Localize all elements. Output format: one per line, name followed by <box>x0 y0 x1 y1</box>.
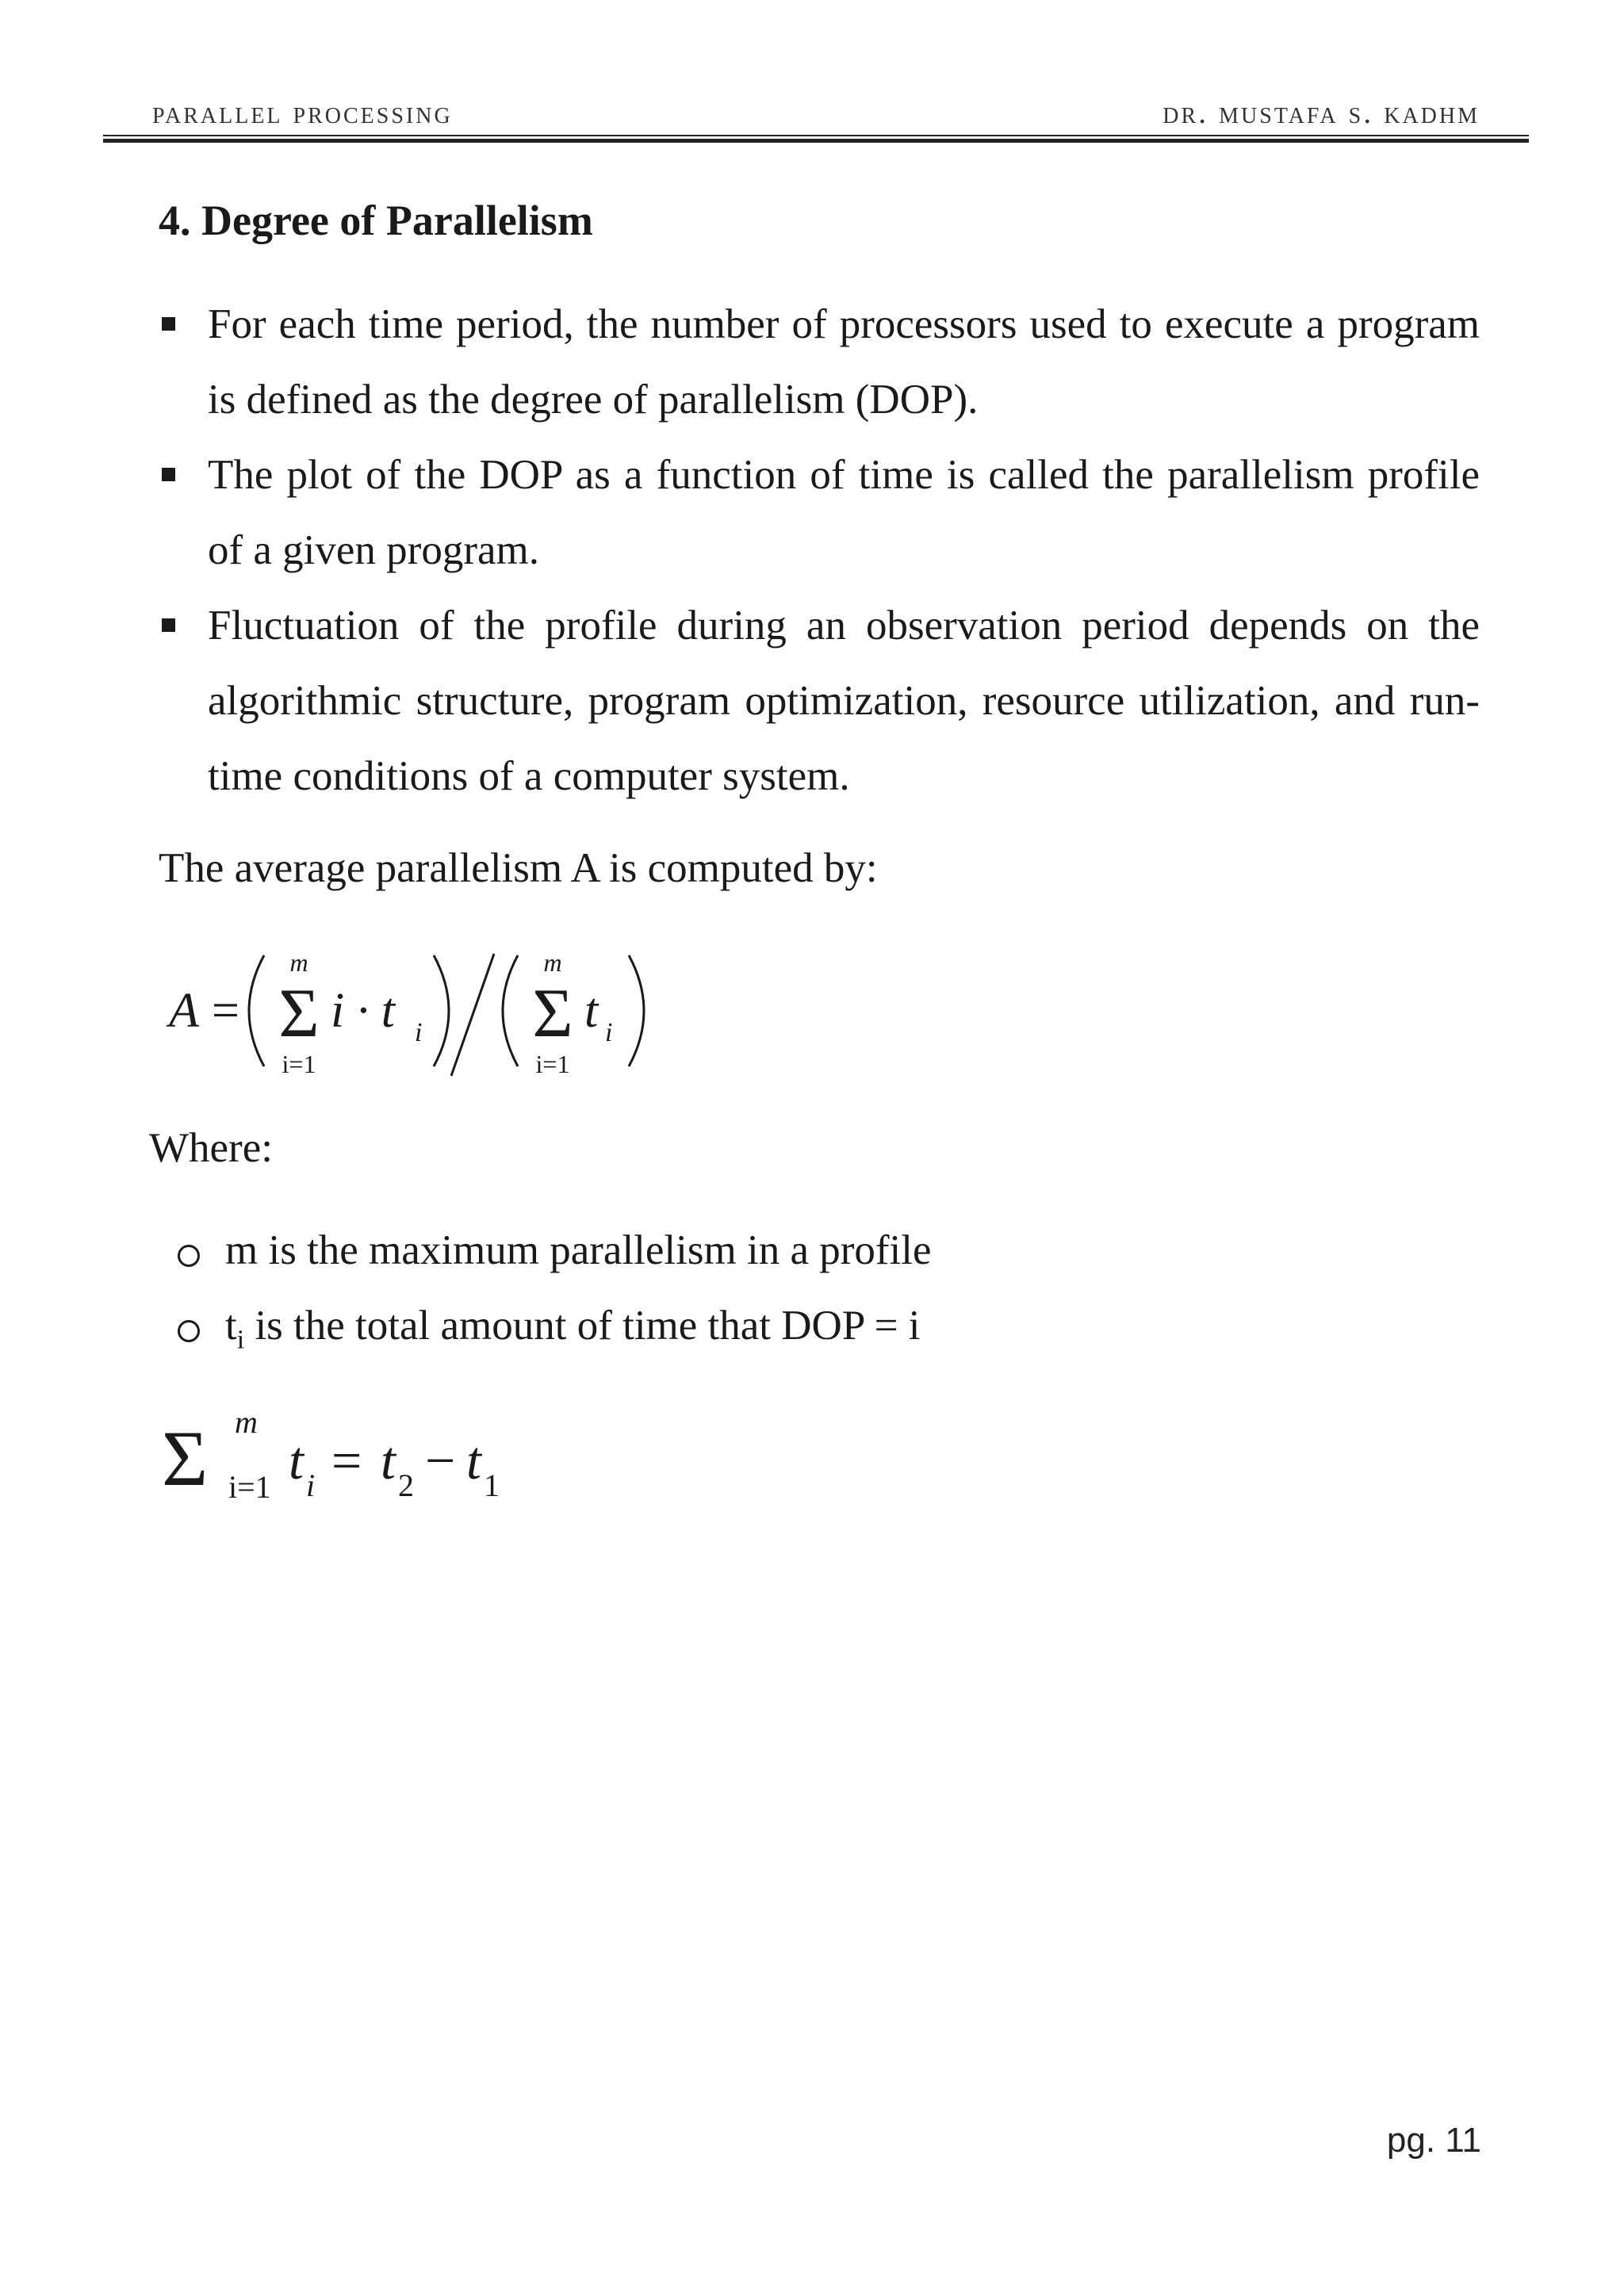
circle-bullet-icon <box>178 1245 200 1267</box>
formula-t: t <box>381 1430 396 1490</box>
definition-var: m <box>225 1227 259 1273</box>
sum-upper-limit: m <box>543 948 562 977</box>
formula-term-t: t <box>584 984 599 1038</box>
definition-item <box>176 1288 932 1378</box>
formula-subscript: i <box>306 1468 316 1503</box>
bullet-item <box>159 438 1480 588</box>
formula-t: t <box>289 1430 304 1490</box>
header-course-title: parallel processing <box>152 94 453 130</box>
definition-text: is the total amount of time that DOP = i <box>244 1303 921 1349</box>
formula-subscript: i <box>415 1018 423 1047</box>
formula-t: t <box>466 1430 481 1490</box>
bullet-list <box>159 287 1480 814</box>
sigma-icon: Σ <box>162 1414 209 1502</box>
intro-paragraph: The average parallelism A is computed by: <box>159 845 878 891</box>
sum-upper-limit: m <box>235 1404 258 1440</box>
section-title: 4. Degree of Parallelism <box>159 197 593 244</box>
sum-lower-limit: i=1 <box>282 1050 316 1078</box>
square-bullet-icon <box>162 317 175 331</box>
time-sum-formula <box>159 1399 555 1518</box>
definition-list <box>176 1213 932 1378</box>
bullet-item <box>159 287 1480 438</box>
bullet-text: Fluctuation of the profile during an observation period depends on the algorithmic structure, program optimization, resource utilization, and run-time conditions of a computer system. <box>208 603 1480 799</box>
sum-lower-limit: i=1 <box>228 1469 271 1505</box>
left-paren-2 <box>503 955 518 1066</box>
definition-item <box>176 1213 932 1288</box>
formula-minus: − <box>425 1430 456 1490</box>
formula-subscript: i <box>605 1018 613 1047</box>
formula-equals: = <box>212 984 239 1038</box>
definition-subscript: i <box>236 1325 245 1355</box>
header-rule-thick <box>103 139 1529 143</box>
bullet-item <box>159 588 1480 814</box>
where-label: Where: <box>149 1125 273 1171</box>
sigma-icon: Σ <box>278 975 320 1052</box>
page-number: pg. 11 <box>1386 2121 1481 2160</box>
page-header <box>103 94 1529 141</box>
square-bullet-icon <box>162 618 175 632</box>
division-slash <box>451 954 494 1076</box>
sum-lower-limit: i=1 <box>535 1050 570 1078</box>
sum-upper-limit: m <box>289 948 308 977</box>
definition-var: t <box>225 1303 237 1349</box>
sigma-icon: Σ <box>532 975 573 1052</box>
header-author: dr. mustafa s. kadhm <box>1162 94 1480 130</box>
formula-subscript: 1 <box>484 1468 500 1503</box>
bullet-text: For each time period, the number of processors used to execute a program is defined as the degree of parallelism (DOP). <box>208 301 1480 423</box>
square-bullet-icon <box>162 468 175 481</box>
circle-bullet-icon <box>178 1320 200 1342</box>
formula-lhs: A <box>169 984 199 1038</box>
left-paren-1 <box>249 955 264 1066</box>
formula-subscript: 2 <box>398 1468 414 1503</box>
average-parallelism-formula <box>163 939 702 1082</box>
right-paren-1 <box>434 955 449 1066</box>
bullet-text: The plot of the DOP as a function of time is called the parallelism profile of a given program. <box>208 452 1480 573</box>
definition-text: is the maximum parallelism in a profile <box>258 1227 932 1273</box>
formula-term-product: i · t <box>331 984 395 1038</box>
right-paren-2 <box>629 955 644 1066</box>
header-rule <box>103 135 1529 136</box>
formula-equals: = <box>331 1430 362 1490</box>
